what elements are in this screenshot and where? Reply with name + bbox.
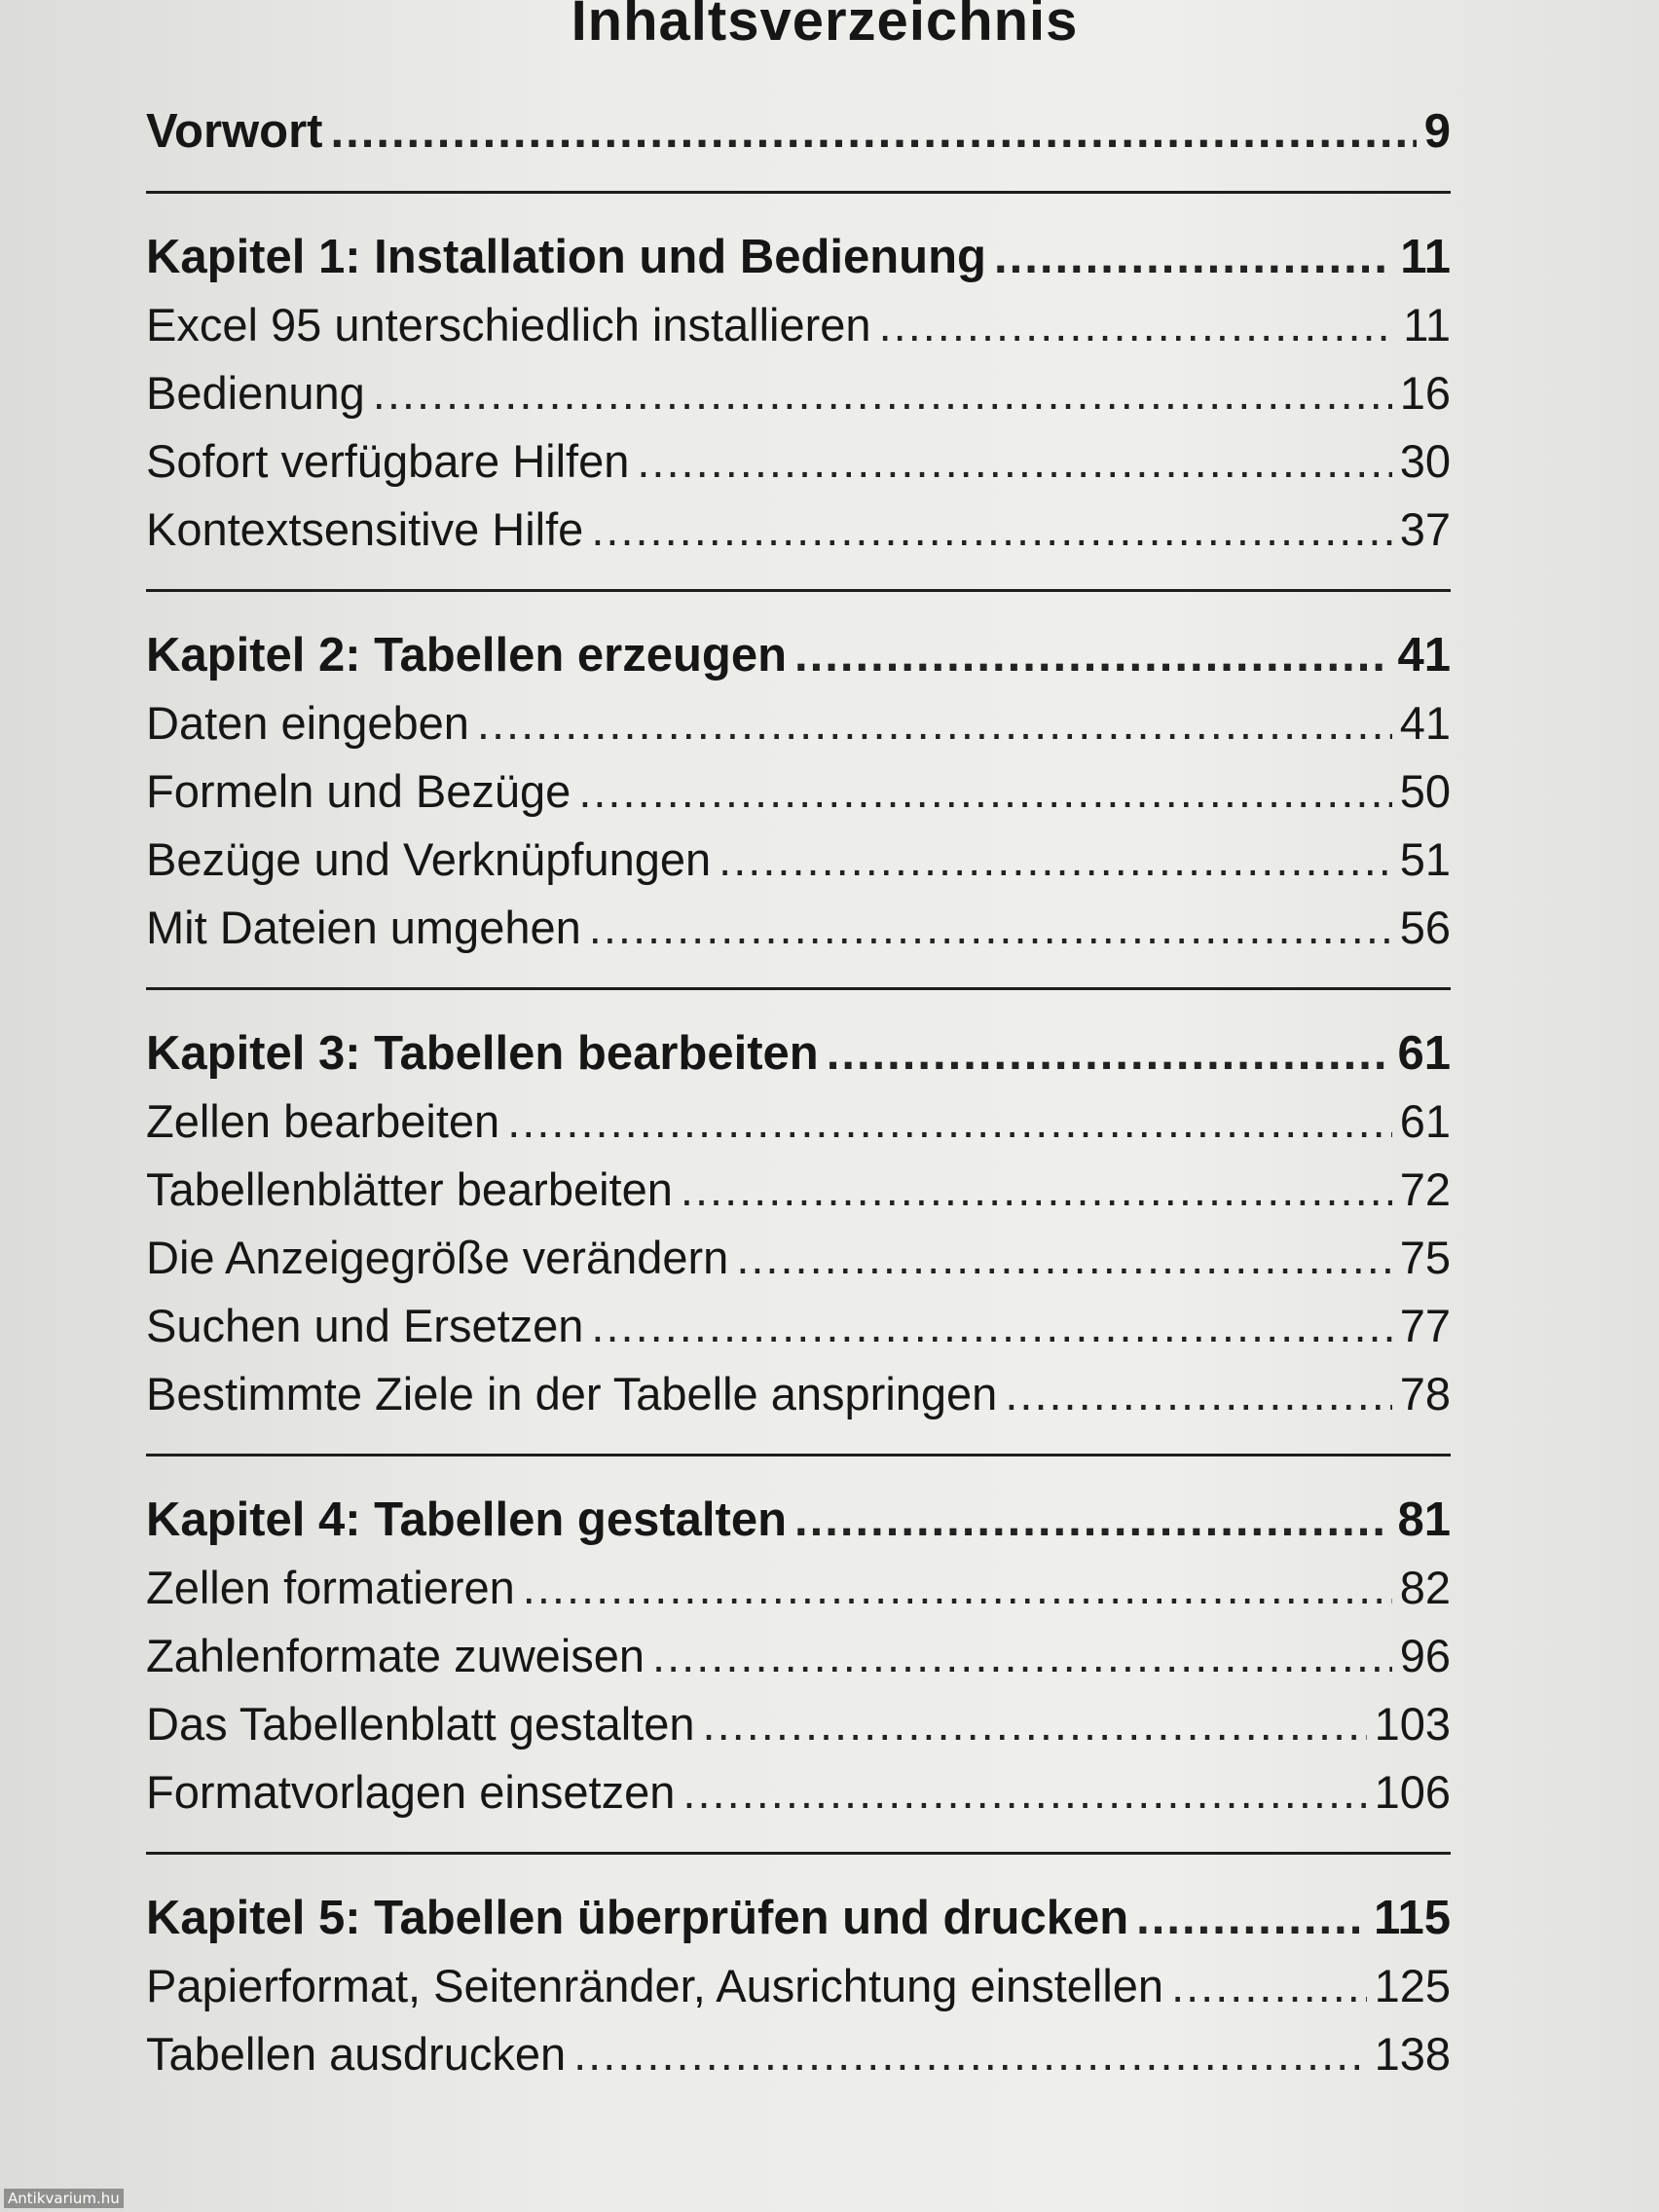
toc-entry-label: Formeln und Bezüge [146, 765, 571, 817]
toc-entry-page: 41 [1399, 697, 1451, 749]
toc-heading-label: Vorwort [146, 105, 323, 158]
toc-entry-label: Tabellen ausdrucken [146, 2028, 567, 2080]
toc-heading-label: Kapitel 4: Tabellen gestalten [146, 1493, 788, 1546]
toc-entry-label: Bedienung [146, 367, 365, 419]
toc-heading [146, 1019, 1451, 1088]
dot-leader [589, 894, 1392, 962]
section-divider [146, 191, 1451, 194]
toc-entry-page: 106 [1374, 1766, 1451, 1818]
toc-entry-label: Daten eingeben [146, 697, 469, 749]
dot-leader [373, 359, 1392, 427]
dot-leader [507, 1088, 1392, 1156]
dot-leader [794, 621, 1389, 689]
section-divider [146, 1454, 1451, 1456]
toc-heading-page: 61 [1397, 1027, 1451, 1080]
dot-leader [827, 1019, 1390, 1088]
toc-entry [146, 291, 1451, 359]
toc-entry [146, 1156, 1451, 1224]
toc-heading-page: 41 [1397, 629, 1451, 682]
toc-entry-label: Zellen formatieren [146, 1562, 515, 1613]
dot-leader [652, 1622, 1392, 1690]
toc-entry-label: Das Tabellenblatt gestalten [146, 1698, 695, 1750]
toc-entry [146, 1224, 1451, 1292]
toc-entry-page: 30 [1399, 435, 1451, 487]
toc-entry-page: 78 [1399, 1368, 1451, 1419]
toc-entry-label: Bestimmte Ziele in der Tabelle anspringen [146, 1368, 998, 1419]
toc-entry-page: 50 [1399, 765, 1451, 817]
dot-leader [1005, 1360, 1391, 1428]
toc-entry-label: Formatvorlagen einsetzen [146, 1766, 676, 1818]
toc-entry [146, 1622, 1451, 1690]
toc-entry-label: Bezüge und Verknüpfungen [146, 833, 712, 885]
toc-entry [146, 894, 1451, 962]
toc-entry-label: Excel 95 unterschiedlich installieren [146, 299, 871, 350]
toc-section [146, 223, 1451, 564]
dot-leader [703, 1690, 1367, 1758]
toc-entry-label: Mit Dateien umgehen [146, 902, 581, 953]
toc-entry-label: Papierformat, Seitenränder, Ausrichtung einstellen [146, 1960, 1164, 2011]
section-divider [146, 1852, 1451, 1855]
toc-entry-page: 51 [1399, 833, 1451, 885]
dot-leader [682, 1758, 1366, 1826]
dot-leader [573, 2020, 1366, 2088]
toc-entry [146, 689, 1451, 757]
toc-entry-label: Zellen bearbeiten [146, 1095, 500, 1147]
toc-heading [146, 1486, 1451, 1554]
toc-entry [146, 1758, 1451, 1826]
toc-entry-page: 82 [1399, 1562, 1451, 1613]
section-divider [146, 987, 1451, 990]
toc-heading [146, 1884, 1451, 1952]
toc-entry-page: 125 [1374, 1960, 1451, 2011]
toc-entry-page: 37 [1399, 503, 1451, 555]
dot-leader [994, 223, 1392, 291]
dot-leader [477, 689, 1392, 757]
toc-entry-label: Kontextsensitive Hilfe [146, 503, 584, 555]
toc-entry-page: 103 [1374, 1698, 1451, 1750]
toc-entry-page: 138 [1374, 2028, 1451, 2080]
toc-heading-label: Kapitel 1: Installation und Bedienung [146, 231, 986, 283]
toc-entry-label: Die Anzeigegröße verändern [146, 1232, 729, 1283]
toc-entry-page: 61 [1399, 1095, 1451, 1147]
toc-entry [146, 496, 1451, 564]
toc-section [146, 97, 1451, 166]
dot-leader [736, 1224, 1391, 1292]
toc-entry-page: 72 [1399, 1163, 1451, 1215]
toc-section [146, 1884, 1451, 2088]
watermark: Antikvarium.hu [4, 2189, 124, 2208]
toc-heading-label: Kapitel 3: Tabellen bearbeiten [146, 1027, 819, 1080]
toc-entry [146, 1554, 1451, 1622]
toc-entry-label: Suchen und Ersetzen [146, 1300, 584, 1351]
toc-entry-page: 56 [1399, 902, 1451, 953]
toc-heading-page: 11 [1400, 231, 1451, 283]
toc-entry-label: Zahlenformate zuweisen [146, 1630, 645, 1681]
toc-heading [146, 223, 1451, 291]
table-of-contents [146, 97, 1451, 2088]
dot-leader [330, 97, 1416, 166]
toc-entry [146, 2020, 1451, 2088]
toc-entry [146, 1952, 1451, 2020]
toc-entry-label: Sofort verfügbare Hilfen [146, 435, 630, 487]
dot-leader [523, 1554, 1392, 1622]
page-title: Inhaltsverzeichnis [571, 0, 1079, 53]
toc-entry [146, 757, 1451, 826]
toc-section [146, 1019, 1451, 1428]
toc-heading [146, 97, 1451, 166]
toc-entry [146, 826, 1451, 894]
toc-heading-label: Kapitel 2: Tabellen erzeugen [146, 629, 788, 682]
toc-entry-page: 11 [1403, 299, 1451, 350]
toc-entry-page: 16 [1399, 367, 1451, 419]
toc-section [146, 621, 1451, 962]
dot-leader [681, 1156, 1392, 1224]
toc-entry [146, 1360, 1451, 1428]
toc-entry [146, 1690, 1451, 1758]
toc-entry-label: Tabellenblätter bearbeiten [146, 1163, 673, 1215]
dot-leader [1171, 1952, 1367, 2020]
toc-heading [146, 621, 1451, 689]
toc-heading-label: Kapitel 5: Tabellen überprüfen und drucken [146, 1892, 1129, 1944]
toc-entry-page: 77 [1399, 1300, 1451, 1351]
dot-leader [637, 427, 1391, 496]
dot-leader [591, 1292, 1391, 1360]
dot-leader [719, 826, 1392, 894]
toc-heading-page: 9 [1423, 105, 1451, 158]
toc-entry [146, 1088, 1451, 1156]
toc-section [146, 1486, 1451, 1826]
toc-entry-page: 75 [1399, 1232, 1451, 1283]
dot-leader [591, 496, 1391, 564]
toc-heading-page: 81 [1397, 1493, 1451, 1546]
toc-entry [146, 427, 1451, 496]
toc-entry [146, 1292, 1451, 1360]
section-divider [146, 589, 1451, 592]
toc-entry [146, 359, 1451, 427]
toc-entry-page: 96 [1399, 1630, 1451, 1681]
dot-leader [578, 757, 1391, 826]
dot-leader [794, 1486, 1389, 1554]
toc-heading-page: 115 [1373, 1892, 1451, 1944]
dot-leader [879, 291, 1396, 359]
dot-leader [1136, 1884, 1366, 1952]
